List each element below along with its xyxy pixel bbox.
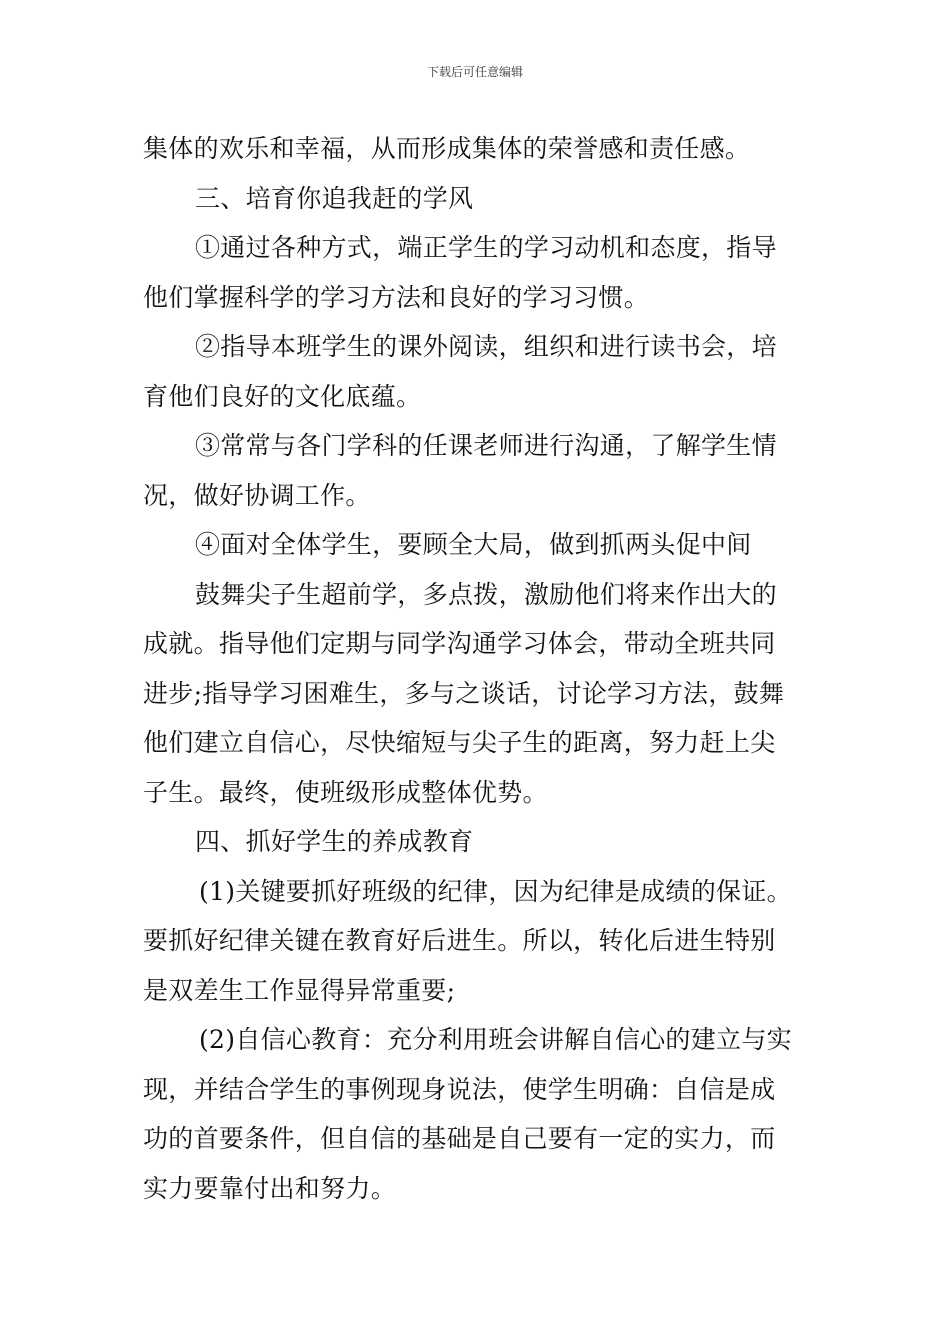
document-body: [143, 124, 807, 1213]
text-line: 功的首要条件，但自信的基础是自己要有一定的实力，而: [143, 1124, 776, 1153]
text-line: 鼓舞尖子生超前学，多点拨，激励他们将来作出大的: [195, 579, 777, 609]
section-heading: 三、培育你追我赶的学风: [195, 183, 474, 213]
text-line: 成就。指导他们定期与同学沟通学习体会，带动全班共同: [143, 629, 776, 658]
section-heading: 四、抓好学生的养成教育: [195, 827, 474, 856]
text-line: 实力要靠付出和努力。: [143, 1173, 397, 1203]
text-line: 现，并结合学生的事例现身说法，使学生明确：自信是成: [143, 1074, 776, 1104]
page-header-note: 下载后可任意编辑: [426, 65, 523, 79]
text-line: 是双差生工作显得异常重要;: [143, 975, 456, 1005]
text-line: (2)自信心教育：充分利用班会讲解自信心的建立与实: [199, 1025, 792, 1054]
text-line: ④面对全体学生，要顾全大局，做到抓两头促中间: [195, 530, 752, 559]
text-line: 进步;指导学习困难生，多与之谈话，讨论学习方法，鼓舞: [143, 678, 785, 708]
text-line: 他们建立自信心，尽快缩短与尖子生的距离，努力赶上尖: [143, 728, 776, 757]
text-line: ①通过各种方式，端正学生的学习动机和态度，指导: [195, 233, 777, 262]
text-line: 子生。最终，使班级形成整体优势。: [143, 777, 548, 807]
text-line: 他们掌握科学的学习方法和良好的学习习惯。: [143, 282, 650, 312]
text-line: 集体的欢乐和幸福，从而形成集体的荣誉感和责任感。: [143, 134, 751, 163]
text-line: (1)关键要抓好班级的纪律，因为纪律是成绩的保证。: [199, 876, 792, 906]
text-line: 况，做好协调工作。: [143, 480, 371, 510]
text-line: ②指导本班学生的课外阅读，组织和进行读书会，培: [195, 332, 777, 361]
text-line: 育他们良好的文化底蕴。: [143, 381, 422, 411]
text-line: ③常常与各门学科的任课老师进行沟通，了解学生情: [195, 431, 777, 460]
text-line: 要抓好纪律关键在教育好后进生。所以，转化后进生特别: [143, 926, 776, 955]
